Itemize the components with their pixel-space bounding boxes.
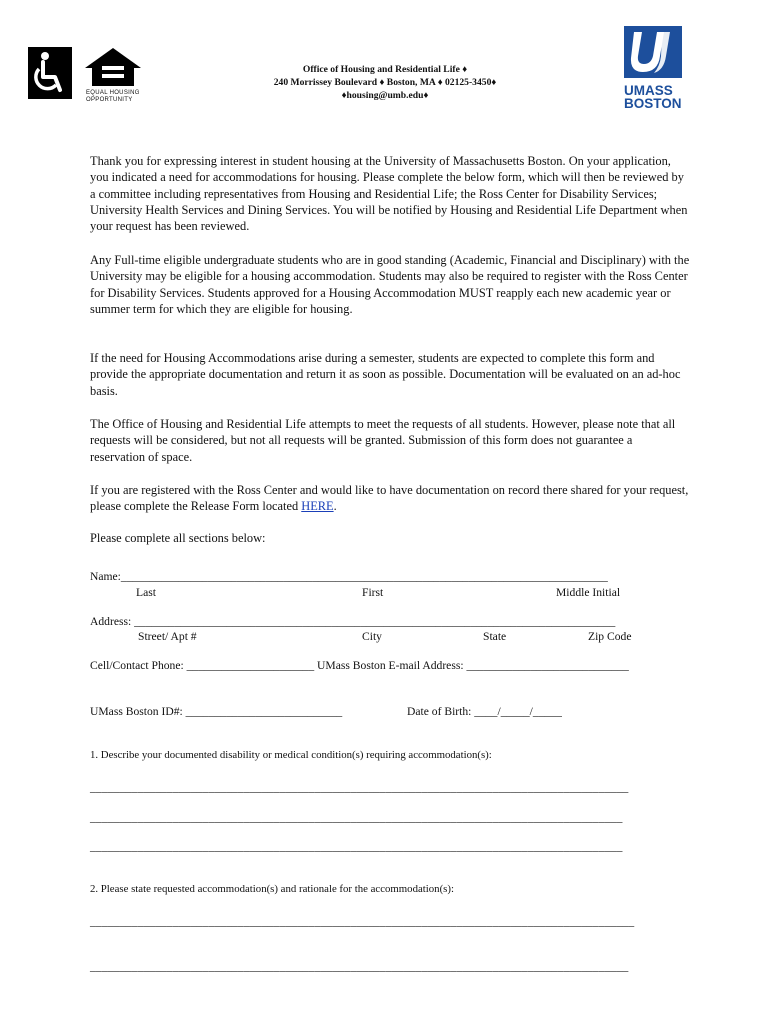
intro-paragraph-6: Please complete all sections below: [90, 531, 266, 545]
question-2: 2. Please state requested accommodation(s) and rationale for the accommodation(s): [90, 883, 454, 895]
q2-answer-line-2[interactable]: ___________________________________________________________________________________________ [90, 960, 629, 973]
intro-paragraph-4: The Office of Housing and Residential Life attempts to meet the requests of all students. However, please note that all requests will be considered, but not all requests will be granted. Submission of this form does not guarantee a reservation of space. [90, 417, 676, 464]
q2-answer-line-1[interactable]: ____________________________________________________________________________________________ [90, 915, 635, 928]
question-1: 1. Describe your documented disability or medical condition(s) requiring accommodation(s): [90, 749, 492, 761]
intro-paragraph-1: Thank you for expressing interest in student housing at the University of Massachusetts Boston. On your application, you indicated a need for accommodations for housing. Please complete the below form, which will then be reviewed by a committee including representatives from Housing and Residential Life; the Ross Center for Disability Services; University Health Services and Dining Services. You will be notified by Housing and Residential Life Department when your request has been reviewed. [90, 154, 688, 234]
umass-line2: BOSTON [624, 96, 682, 111]
address-field[interactable]: Address: ___________________________________________________________________________________ [90, 615, 616, 628]
name-first-label: First [362, 586, 384, 599]
addr-city-label: City [362, 630, 382, 643]
release-form-link[interactable]: HERE [301, 499, 334, 514]
umass-mark-icon [624, 26, 682, 78]
equal-housing-icon [82, 46, 144, 90]
name-field[interactable]: Name:____________________________________________________________________________________ [90, 570, 608, 583]
office-header [210, 63, 560, 102]
intro-paragraph-5 [90, 482, 690, 515]
addr-state-label: State [483, 630, 507, 643]
umass-boston-logo [624, 26, 682, 110]
header-line3: ♦housing@umb.edu♦ [341, 90, 429, 101]
addr-street-label: Street/ Apt # [138, 630, 197, 643]
q1-answer-line-3[interactable]: __________________________________________________________________________________________ [90, 840, 623, 853]
header-line1: Office of Housing and Residential Life ♦ [302, 64, 468, 75]
equal-housing-line1: EQUAL HOUSING [86, 90, 140, 96]
intro-paragraph-3: If the need for Housing Accommodations arise during a semester, students are expected to complete this form and provide the appropriate documentation and return it as soon as possible. Documentation will be evaluated on an ad-hoc basis. [90, 351, 681, 398]
name-last-label: Last [136, 586, 156, 599]
phone-email-field[interactable]: Cell/Contact Phone: ______________________ UMass Boston E-mail Address: ____________________________ [90, 659, 629, 672]
q1-answer-line-2[interactable]: __________________________________________________________________________________________ [90, 811, 623, 824]
name-middle-label: Middle Initial [556, 586, 621, 599]
equal-housing-logo [82, 46, 144, 95]
equal-housing-line2: OPPORTUNITY [86, 96, 133, 103]
umass-line1: UMASS [624, 83, 673, 98]
dob-field[interactable]: Date of Birth: ____/_____/_____ [407, 705, 562, 718]
q1-answer-line-1[interactable]: ___________________________________________________________________________________________ [90, 781, 629, 794]
intro-paragraph-2: Any Full-time eligible undergraduate students who are in good standing (Academic, Financial and Disciplinary) with the University may be eligible for a housing accommodation. Students may also be required to register with the Ross Center for Disability Services. Students approved for a Housing Accommodation MUST reapply each new academic year or summer term for which they are eligible for housing. [90, 253, 690, 316]
addr-zip-label: Zip Code [588, 630, 632, 643]
header-line2: 240 Morrissey Boulevard ♦ Boston, MA ♦ 02125-3450♦ [273, 77, 497, 88]
p5-text: If you are registered with the Ross Center and would like to have documentation on record there shared for your request, please complete the Release Form located [90, 483, 689, 514]
student-id-field[interactable]: UMass Boston ID#: ___________________________ [90, 705, 343, 718]
equal-housing-text [86, 90, 140, 103]
p5-period: . [333, 499, 337, 514]
